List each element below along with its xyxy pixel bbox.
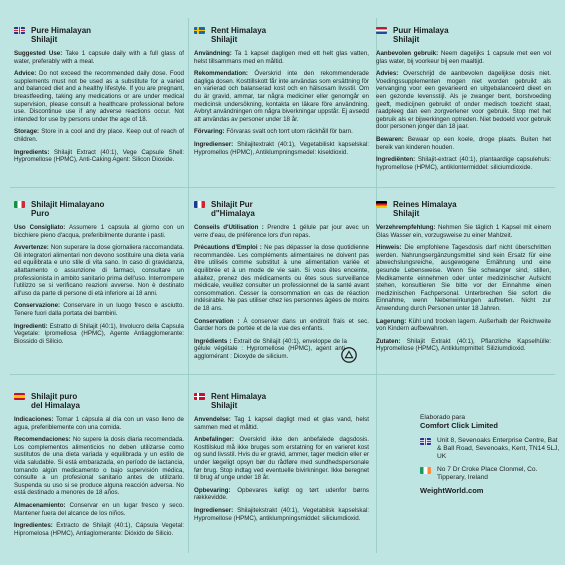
italy-flag-icon bbox=[14, 201, 25, 208]
section-title: Rent Himalaya Shilajit bbox=[211, 392, 267, 410]
manufacturer-info bbox=[420, 414, 560, 495]
section-en: Pure Himalayan Shilajit Suggested Use: Take 1 capsule daily with a full glass of water, preferably with a meal. Advice: Do not exceed the recommended daily dose. Food supplements must not be used as a substitute for a varied and balanced diet and a healthy lifestyle. If you are pregnant, breastfeeding, taking any medications or are under medical supervision, please consult a healthcare professional before use. Discontinue use if any adverse reactions occur. Not intended for use by persons under the age of 18. Storage: Store in a cool and dry place. Keep out of reach of children. Ingredients: Shilajit Extract (40:1), Vege Capsule Shell: Hypromellose (HPMC), Anti-Caking Agent: Silicon Dioxide. bbox=[14, 26, 185, 164]
section-se: Rent Himalaya Shilajit Användning: Ta 1 kapsel dagligen med ett helt glas vatten, helst tillsammans med en måltid. Rekommendation: Överskrid inte den rekommenderade dagliga dosen. Kosttillskott får inte användas som ersättning för en varierad och balanserad kost och en hälsosam livsstil. Om du är gravid, ammar, tar några mediciner eller genomgår en medicinsk undersökning, kontakta en läkare före användning. Avbryt användningen om några biverkningar uppstår. Ej avsedd att användas av personer under 18 år. Förvaring: Förvaras svalt och torrt utom räckhåll för barn. Ingredienser: Shilajitextrakt (40:1), Vegetabiliskt kapselskal: Hypromellos (HPMC), Antiklumpningsmedel: kiseldioxid. bbox=[194, 26, 370, 156]
netherlands-flag-icon bbox=[376, 27, 387, 34]
section-dk: Rent Himalaya Shilajit Anvendelse: Tag 1 kapsel dagligt med et glas vand, helst sammen med et måltid. Anbefalinger: Overskrid ikke den anbefalede dagsdosis. Kosttilskud må ikke bruges som erstatning for en varieret kost og sund livsstil. Hvis du er gravid, ammer, tager medicin eller er under lægeligt opsyn bør du rådføre med sundhedspersonale før brug. Stop indtag ved eventuelle bivirkninger. Ikke beregnet til brug af unge under 18 år. Opbevaring: Opbevares køligt og tørt udenfor børns rækkevidde. Ingredienser: Shilajitekstrakt (40:1), Vegetabilsk kapselskal: Hypromellose (HPMC), antiklumpningsmiddel: siliciumdioxid. bbox=[194, 392, 369, 522]
ie-address: No 7 Dr Croke Place Clonmel, Co. Tipperary, Ireland bbox=[437, 466, 538, 481]
section-title: Reines Himalaya Shilajit bbox=[393, 200, 457, 218]
uk-flag-icon bbox=[14, 27, 25, 34]
section-nl: Puur Himalaya Shilajit Aanbevolen gebruik: Neem dagelijks 1 capsule met een vol glas water, bij voorkeur bij een maaltijd. Advies: Overschrijd de aanbevolen dagelijkse dosis niet. Voedingssupplementen mogen niet worden gebruikt als vervanging voor een gevarieerd en uitgebalanceerd dieet en een gezonde levensstijl. Als je zwanger bent, borstvoeding geeft, medicijnen gebruikt of onder medisch toezicht staat, raadpleeg dan een zorgverlener voor gebruik. Stop met het gebruik als er bijwerkingen optreden. Niet bedoeld voor gebruik door personen jonger dan 18 jaar. Bewaren: Bewaar op een koele, droge plaats. Buiten het bereik van kinderen houden. Ingrediënten: Shilajit-extract (40:1), plantaardige capsulehuls: hypromellose (HPMC), antiklontermiddel: siliciumdioxide. bbox=[376, 26, 551, 171]
section-title: Shilajit Himalayano Puro bbox=[31, 200, 105, 218]
section-title: Rent Himalaya Shilajit bbox=[211, 26, 267, 44]
section-title: Puur Himalaya Shilajit bbox=[393, 26, 449, 44]
section-title: Pure Himalayan Shilajit bbox=[31, 26, 92, 44]
section-title: Shilajit Pur d"Himalaya bbox=[211, 200, 255, 218]
uk-address: Unit 8, Sevenoaks Enterprise Centre, Bat & Ball Road, Sevenoaks, Kent, TN14 5LJ, UK bbox=[437, 437, 560, 460]
brand-name: Comfort Click Limited bbox=[420, 421, 498, 430]
section-es: Shilajit puro del Himalaya Indicaciones: Tomar 1 cápsula al día con un vaso lleno de agua, preferiblemente con una comida. Recomendaciones: No supere la dosis diaria recomendada. Los complementos alimenticios no deben utilizarse como sustitutos de una dieta variada y equilibrada y un estilo de vida saludable. Si está embarazada, en período de lactancia, tomando algún medicamento o bajo supervisión médica, consulte a un profesional sanitario antes de utilizarlo. Suspenda su uso si se produce alguna reacción adversa. No está destinado a menores de 18 años. Almacenamiento: Conservar en un lugar fresco y seco. Mantener fuera del alcance de los niños. Ingredientes: Extracto de Shilajit (40:1), Cápsula Vegetal: Hipromelosa (HPMC), Antiaglomerante: Dióxido de Silicio. bbox=[14, 392, 184, 537]
section-de: Reines Himalaya Shilajit Verzehrempfehlung: Nehmen Sie täglich 1 Kapsel mit einem Glas Wasser ein, vorzugsweise zu einer Mahlzeit. Hinweis: Die empfohlene Tagesdosis darf nicht überschritten werden. Nahrungsergänzungsmittel sind kein Ersatz für eine abwechslungsreiche, ausgewogene Ernährung und eine gesunde Lebensweise. Wenn Sie schwanger sind, stillen, Medikamente einnehmen oder unter medizinischer Aufsicht stehen, konsultieren Sie bitte vor der Einnahme einen medizinischen Fachpersonal. Unterbrechen Sie sofort die Einnahme, wenn Nebenwirkungen auftreten. Nicht zur Anwendung durch Personen unter 18 Jahren. Lagerung: Kühl und trocken lagern. Außerhalb der Reichweite von Kindern aufbewahren. Zutaten: Shilajit Extrakt (40:1), Pflanzliche Kapselhülle: Hypromellose (HPMC), Antiklumpmittel: Siliziumdioxid. bbox=[376, 200, 551, 353]
section-title: Shilajit puro del Himalaya bbox=[31, 392, 80, 410]
spain-flag-icon bbox=[14, 393, 25, 400]
sweden-flag-icon bbox=[194, 27, 205, 34]
recycle-logo-icon bbox=[340, 346, 358, 364]
made-for-label: Elaborado para bbox=[420, 414, 466, 421]
section-it: Shilajit Himalayano Puro Uso Consigliato: Assumere 1 capsula al giorno con un bicchiere pieno d'acqua, preferibilmente durante i pasti. Avvertenze: Non superare la dose giornaliera raccomandata. Gli integratori alimentari non devono sostituire una dieta varia ed equilibrata e uno stile di vita sano. In caso di gravidanza, allattamento o assunzione di farmaci, consultare un professionista in ambito sanitario prima dell'uso. Interrompere l'utilizzo se si verificano reazioni avverse. Non è destinato all'uso da parte di persone di età inferiore ai 18 anni. Conservazione: Conservare in un luogo fresco e asciutto. Tenere fuori dalla portata dei bambini. Ingredienti: Estratto di Shilajit (40:1), Involucro della Capsula Vegetale: Ipromellosa (HPMC), Agente Antiagglomerante: Biossido di Silicio. bbox=[14, 200, 185, 345]
uk-flag-icon bbox=[420, 438, 431, 445]
section-fr: Shilajit Pur d"Himalaya Conseils d'Utilisation : Prendre 1 gélule par jour avec un verre d'eau, de préférence lors d'un repas. Précautions d'Emploi : Ne pas dépasser la dose quotidienne recommandée. Les compléments alimentaires ne doivent pas être utilisés comme substitut à une alimentation variée et équilibrée et à un mode de vie sain. Si vous êtes enceinte, allaitez, prenez des médicaments ou êtes sous surveillance médicale, veuillez consulter un professionnel de la santé avant consommation. Cesser la consommation en cas de réaction indésirable. Ne pas utiliser chez les personnes âgées de moins de 18 ans. Conservation : À conserver dans un endroit frais et sec. Garder hors de portée et de la vue des enfants. Ingrédients : Extrait de Shilajit (40:1), enveloppe de la gélule végétale : Hypromellose (HPMC), agent anti-agglomérant : Dioxyde de silicium. bbox=[194, 200, 369, 360]
germany-flag-icon bbox=[376, 201, 387, 208]
ireland-flag-icon bbox=[420, 467, 431, 474]
denmark-flag-icon bbox=[194, 393, 205, 400]
france-flag-icon bbox=[194, 201, 205, 208]
website: WeightWorld.com bbox=[420, 486, 484, 495]
